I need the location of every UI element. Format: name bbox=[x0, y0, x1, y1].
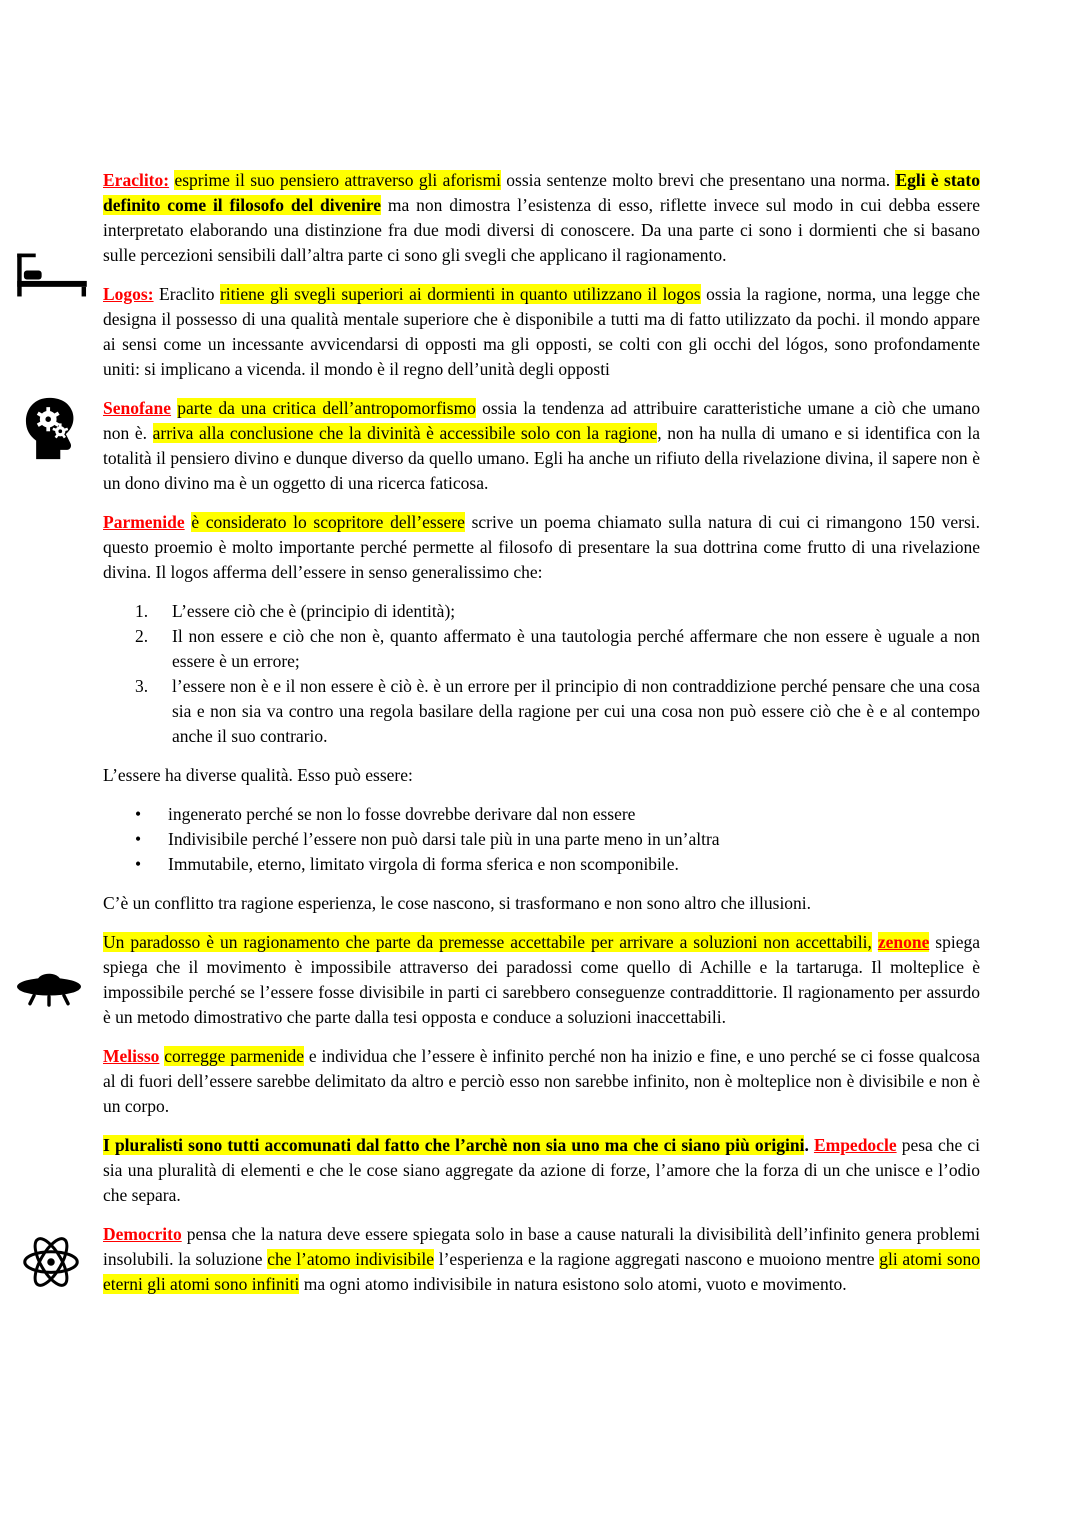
paragraph-conflitto bbox=[103, 891, 980, 916]
text-segment: C’è un conflitto tra ragione esperienza, le cose nascono, si trasformano e non sono altro che illusioni. bbox=[103, 893, 812, 913]
text-segment: l’esperienza e la ragione aggregati nascono e muoiono mentre bbox=[434, 1249, 880, 1269]
text-segment: spiega spiega che il movimento è impossibile attraverso dei paradossi come quello di Achille e la tartaruga. Il molteplice è impossibile perché se l’essere fosse divisibile in parti ci sarebbero conseguenze contraddittorie. Il ragionamento per assurdo è un metodo dimostrativo che parte dalla tesi opposta e conduce a soluzioni inaccettabili. bbox=[103, 932, 980, 1027]
text-segment: L’essere ha diverse qualità. Esso può essere: bbox=[103, 765, 413, 785]
paragraph-pluralisti-empedocle bbox=[103, 1133, 980, 1208]
highlight-segment: arriva alla conclusione che la divinità è accessibile solo con la ragione bbox=[152, 423, 658, 443]
text-segment: scrive un poema chiamato sulla natura di cui ci rimangono 150 versi. questo proemio è molto importante perché permette al filosofo di presentare la sua dottrina come frutto di una rivelazione divina. Il logos afferma dell’essere in senso generalissimo che: bbox=[103, 512, 980, 582]
highlight-segment: Un paradosso è un ragionamento che parte da premesse accettabile per arrivare a soluzioni non accettabili, bbox=[103, 932, 872, 952]
paragraph-parmenide bbox=[103, 510, 980, 585]
bullet-marker: • bbox=[135, 854, 142, 874]
essere-qualities-list bbox=[103, 802, 980, 877]
paragraph-democrito bbox=[103, 1222, 980, 1297]
text-segment: ma ogni atomo indivisibile in natura esistono solo atomi, vuoto e movimento. bbox=[299, 1274, 847, 1294]
text-segment: e individua che l’essere è infinito perché non ha inizio e fine, e uno perché se ci fosse qualcosa al di fuori dell’essere sarebbe delimitato da altro e perciò esso non sarebbe infinito, non è molteplice non è divisibile e non è un corpo. bbox=[103, 1046, 980, 1116]
text-segment: ma non dimostra l’esistenza di esso, riflette invece sul modo in cui debba essere interpretato elaborando una distinzione fra due modi diversi di conoscere. Da una parte ci sono i dormienti che si basano sulle percezioni sensibili dall’altra parte ci sono gli svegli che applicano il ragionamento. bbox=[103, 195, 980, 265]
paragraph-senofane bbox=[103, 396, 980, 496]
term-eraclito: Eraclito: bbox=[103, 170, 170, 190]
term-logos: Logos: bbox=[103, 284, 154, 304]
list-item-text: l’essere non è e il non essere è ciò è. è un errore per il principio di non contraddizione perché pensare che una cosa sia e non sia va contro una regola basilare della ragione per cui una cosa non può essere ciò che è e al contempo anche il suo contrario. bbox=[172, 676, 980, 746]
highlight-segment: ritiene gli svegli superiori ai dormienti in quanto utilizzano il logos bbox=[219, 284, 701, 304]
paragraph-zenone bbox=[103, 930, 980, 1030]
term-democrito: Democrito bbox=[103, 1224, 182, 1244]
term-parmenide: Parmenide bbox=[103, 512, 185, 532]
list-item bbox=[103, 599, 980, 624]
bold-segment: . bbox=[804, 1135, 814, 1155]
paragraph-qualita-intro bbox=[103, 763, 980, 788]
list-number-marker: 1. bbox=[135, 601, 149, 621]
thinking-head-icon bbox=[23, 396, 79, 461]
text-segment bbox=[872, 932, 878, 952]
list-item-text: Indivisibile perché l’essere non può darsi tale più in una parte meno in un’altra bbox=[168, 829, 720, 849]
list-item-text: ingenerato perché se non lo fosse dovrebbe derivare dal non essere bbox=[168, 804, 636, 824]
list-item bbox=[103, 802, 980, 827]
highlight-segment: corregge parmenide bbox=[164, 1046, 305, 1066]
term-senofane: Senofane bbox=[103, 398, 172, 418]
bullet-marker: • bbox=[135, 804, 142, 824]
document-body bbox=[103, 168, 980, 1311]
text-segment: Eraclito bbox=[153, 284, 220, 304]
list-item bbox=[103, 624, 980, 674]
list-item-text: Il non essere e ciò che non è, quanto affermato è una tautologia perché affermare che non essere è uguale a non essere è un errore; bbox=[172, 626, 980, 671]
text-segment: pesa che ci sia una pluralità di elementi e che le cose siano aggregate da azione di forze, l’amore che la forza di un che unisce e l’odio che separa. bbox=[103, 1135, 981, 1205]
highlight-segment: è considerato lo scopritore dell’essere bbox=[191, 512, 465, 532]
paragraph-eraclito bbox=[103, 168, 980, 268]
ufo-icon bbox=[15, 964, 83, 1008]
list-item bbox=[103, 852, 980, 877]
highlight-segment: gli atomi sono eterni gli atomi sono infiniti bbox=[103, 1249, 981, 1294]
paragraph-melisso bbox=[103, 1044, 980, 1119]
highlight-segment: esprime il suo pensiero attraverso gli aforismi bbox=[174, 170, 501, 190]
paragraph-logos bbox=[103, 282, 980, 382]
highlight-segment: parte da una critica dell’antropomorfismo bbox=[177, 398, 476, 418]
term-empedocle: Empedocle bbox=[813, 1135, 897, 1155]
text-segment: ossia la tendenza ad attribuire caratteristiche umane a ciò che umano non è. bbox=[103, 398, 981, 443]
list-number-marker: 3. bbox=[135, 676, 149, 696]
highlight-bold-segment: I pluralisti sono tutti accomunati dal fatto che l’archè non sia uno ma che ci siano più origini bbox=[103, 1135, 805, 1155]
term-melisso: Melisso bbox=[103, 1046, 160, 1066]
essere-principles-list bbox=[103, 599, 980, 749]
bullet-marker: • bbox=[135, 829, 142, 849]
text-segment: pensa che la natura deve essere spiegata solo in base a cause naturali la divisibilità dell’infinito genera problemi insolubili. la soluzione bbox=[103, 1224, 980, 1269]
atom-icon bbox=[21, 1232, 81, 1292]
list-item-text: L’essere ciò che è (principio di identità); bbox=[172, 601, 456, 621]
bed-icon bbox=[15, 252, 89, 298]
term-zenone: zenone bbox=[877, 932, 930, 952]
list-number-marker: 2. bbox=[135, 626, 149, 646]
highlight-bold-segment: Egli è stato definito come il filosofo del divenire bbox=[103, 170, 980, 215]
list-item bbox=[103, 827, 980, 852]
highlight-segment: che l’atomo indivisibile bbox=[267, 1249, 435, 1269]
list-item bbox=[103, 674, 980, 749]
text-segment: ossia la ragione, norma, una legge che designa il possesso di una qualità mentale superiore che è disponibile a tutti ma di fatto utilizzato da pochi. il mondo appare ai sensi come un incessante avvicendarsi di opposti ma gli opposti, se colti con gli occhi del lógos, sono profondamente uniti: si implicano a vicenda. il mondo è il regno dell’unità degli opposti bbox=[103, 284, 981, 379]
text-segment: ossia sentenze molto brevi che presentano una norma. bbox=[500, 170, 896, 190]
text-segment: , non ha nulla di umano e si identifica con la totalità il pensiero divino e dunque diverso da quello umano. Egli ha anche un rifiuto della rivelazione divina, il sapere non è un dono divino ma è un oggetto di una ricerca faticosa. bbox=[103, 423, 980, 493]
list-item-text: Immutabile, eterno, limitato virgola di forma sferica e non scomponibile. bbox=[168, 854, 679, 874]
